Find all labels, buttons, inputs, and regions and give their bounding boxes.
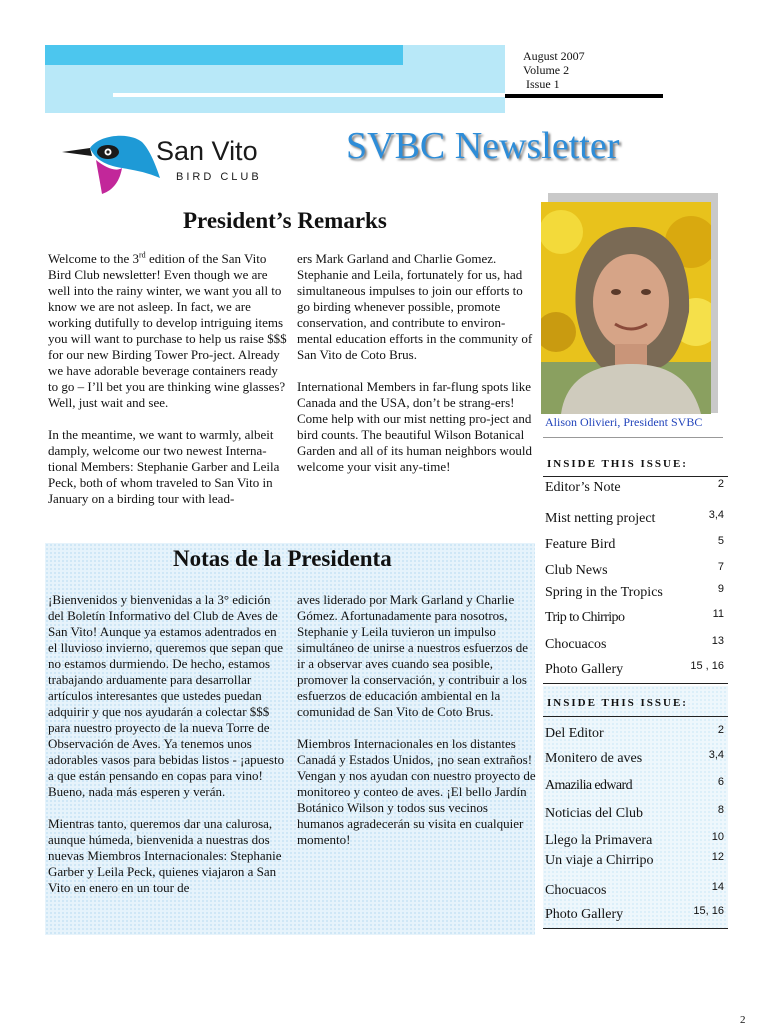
toc2-item[interactable]: Amazilia edward 6	[545, 776, 724, 793]
toc2-page-number: 8	[717, 804, 724, 816]
president-photo	[541, 202, 711, 414]
toc-page-number: 13	[711, 635, 724, 647]
header-rule	[505, 94, 663, 98]
toc-item[interactable]: Editor’s Note 2	[545, 478, 724, 495]
presidents-remarks-heading: President’s Remarks	[183, 208, 387, 233]
english-column-2	[297, 251, 538, 491]
spanish-column-2	[297, 592, 537, 864]
logo-name: San Vito	[156, 136, 258, 166]
toc2-page-number: 12	[711, 851, 724, 863]
header-band-dark	[45, 45, 403, 65]
toc-page-number: 7	[717, 561, 724, 573]
english-paragraph-3: ers Mark Garland and Charlie Gomez. Stephanie and Leila, fortunately for us, had simultaneous impulses to join our efforts to go birding whenever possible, promote conservation, and contribute to environ-mental education efforts in the community of San Vito de Coto Brus.	[297, 251, 533, 362]
toc-heading-rule	[543, 476, 728, 477]
toc2-item[interactable]: Un viaje a Chirripo 12	[545, 851, 724, 868]
toc2-heading-rule	[543, 716, 728, 717]
toc-bottom-rule	[543, 683, 728, 684]
toc-page-number: 15 , 16	[690, 660, 724, 672]
toc-page-number: 11	[712, 608, 724, 620]
page-number: 2	[740, 1014, 746, 1026]
spanish-paragraph-2: Mientras tanto, queremos dar una calurosa, aunque húmeda, bienvenida a nuestras dos nuevas Miembros Internacionales: Stephanie Garber y Leila Peck, quienes viajaron a San Vito en enero en un tour de	[48, 816, 282, 895]
toc-item[interactable]: Club News 7	[545, 561, 724, 578]
bird-logo-icon	[60, 128, 290, 198]
spanish-paragraph-3: aves liderado por Mark Garland y Charlie Gómez. Afortunadamente para nosotros, Stephanie y Leila tuvieron un impulso simultáneo de unirse a nuestros esfuerzos de ir a observar aves cuando sea posible, promover la conservación, y contribuir a los esfuerzos de educación ambiental en la comunidad de San Vito de Coto Brus.	[297, 592, 529, 719]
toc2-heading: INSIDE THIS ISSUE:	[547, 697, 688, 709]
toc-heading: INSIDE THIS ISSUE:	[547, 458, 688, 470]
english-paragraph-4: International Members in far-flung spots like Canada and the USA, don’t be strang-ers! Come help with our mist netting pro-ject and bird counts. The beautiful Wilson Botanical Garden and all of its human neighbors would welcome your visit any-time!	[297, 379, 533, 474]
toc2-item[interactable]: Llego la Primavera 10	[545, 831, 724, 848]
toc-item[interactable]: Feature Bird 5	[545, 535, 724, 552]
toc-page-number: 9	[717, 583, 724, 595]
newsletter-title: SVBC Newsletter	[346, 125, 620, 167]
issue-number: Issue 1	[526, 77, 560, 91]
toc2-page-number: 15, 16	[693, 905, 724, 917]
toc2-bottom-rule	[543, 928, 728, 929]
issue-date: August 2007	[523, 49, 585, 63]
toc2-page-number: 14	[711, 881, 724, 893]
toc2-item[interactable]: Del Editor 2	[545, 724, 724, 741]
toc2-page-number: 3,4	[708, 749, 724, 761]
toc-page-number: 3,4	[708, 509, 724, 521]
spanish-column-1	[48, 592, 288, 912]
english-column-1	[48, 251, 288, 523]
toc2-item[interactable]: Monitero de aves 3,4	[545, 749, 724, 766]
issue-volume: Volume 2	[523, 63, 570, 77]
toc2-item[interactable]: Photo Gallery 15, 16	[545, 905, 724, 922]
toc2-page-number: 6	[717, 776, 724, 788]
toc-item[interactable]: Spring in the Tropics 9	[545, 583, 724, 600]
toc2-item[interactable]: Chocuacos 14	[545, 881, 724, 898]
english-paragraph-2: In the meantime, we want to warmly, albeit damply, welcome our two newest Interna-tional Members: Stephanie Garber and Leila Peck, both of whom traveled to San Vito in January on a birding tour with lead-	[48, 427, 280, 506]
notas-heading: Notas de la Presidenta	[173, 546, 392, 571]
english-paragraph-1: Welcome to the 3rd edition of the San Vito Bird Club newsletter! Even though we are well into the rainy winter, we want you all to know we are not asleep. In fact, we are working dutifully to develop intriguing items you will want to purchase to help us raise $$$ for our new Birding Tower Pro-ject. Already we have adorable beverage containers ready to go – I’ll bet you are thinking wine glasses? Well, just wait and see.	[48, 250, 287, 410]
toc2-page-number: 2	[717, 724, 724, 736]
header-stripe	[113, 93, 505, 97]
spanish-paragraph-1: ¡Bienvenidos y bienvenidas a la 3° edición del Boletín Informativo del Club de Aves de San Vito! Aunque ya estamos adentrados en el lluvioso invierno, queremos que sepan que no estamos durmiendo. De hecho, estamos trabajando arduamente para desarrollar artículos interesantes que ustedes puedan adquirir y que nos ayudarán a colectar $$$ para nuestro proyecto de la nueva Torre de Observación de Aves. Ya tenemos unos adorables vasos para bebidas listos - ¡apuesto a que están pensando en copas para vino! Bueno, nada más esperen y verán.	[48, 592, 285, 799]
toc2-item[interactable]: Noticias del Club 8	[545, 804, 724, 821]
toc-page-number: 5	[717, 535, 724, 547]
toc-item[interactable]: Photo Gallery 15 , 16	[545, 660, 724, 677]
logo-subtitle: BIRD CLUB	[176, 171, 262, 183]
spanish-paragraph-4: Miembros Internacionales en los distantes Canadá y Estados Unidos, ¡no sean extraños! Vengan y nos ayudan con nuestro proyecto de monitoreo y conteo de aves. ¡El bello Jardín Botánico Wilson y todos sus vecinos humanos agradecerán su visita en cualquier momento!	[297, 736, 536, 847]
toc-item[interactable]: Mist netting project 3,4	[545, 509, 724, 526]
photo-caption: Alison Olivieri, President SVBC	[545, 415, 703, 429]
caption-rule	[543, 437, 723, 438]
toc-item[interactable]: Trip to Chirripo 11	[545, 608, 724, 625]
club-logo	[60, 128, 290, 198]
toc-page-number: 2	[717, 478, 724, 490]
toc-item[interactable]: Chocuacos 13	[545, 635, 724, 652]
toc2-page-number: 10	[711, 831, 724, 843]
